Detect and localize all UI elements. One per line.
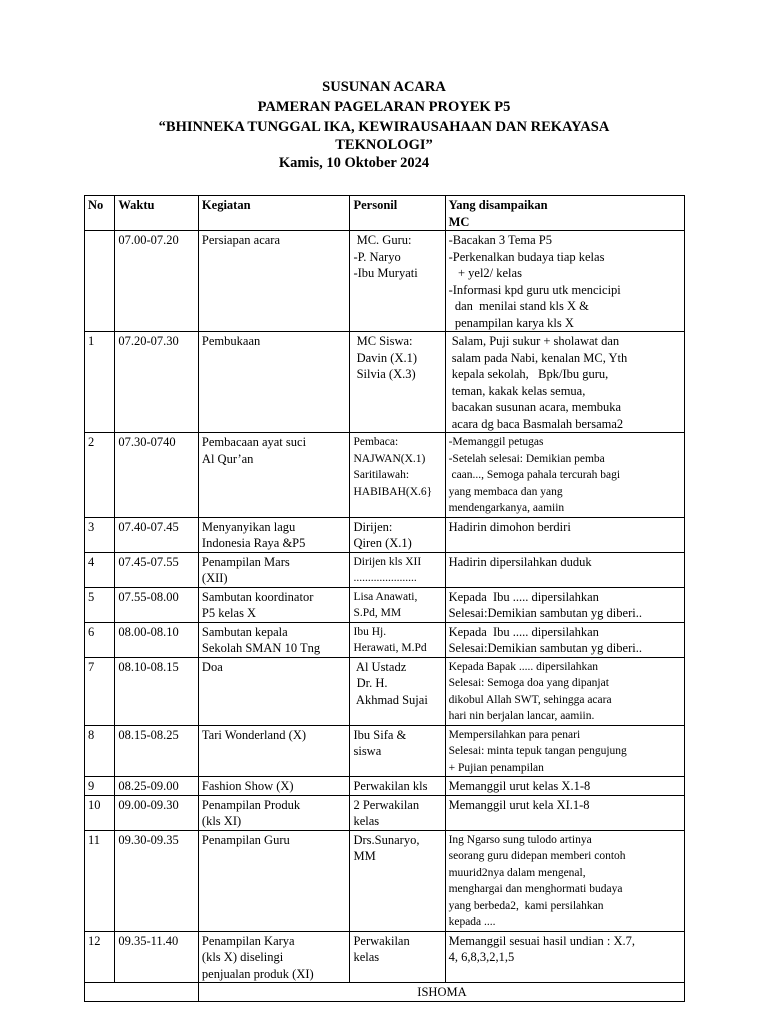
row-isi-line: kepada .... [448, 916, 496, 928]
row-no: 8 [85, 725, 115, 777]
col-no: No [85, 196, 115, 231]
row-kegiatan-line: Pembukaan [201, 334, 261, 348]
row-waktu: 09.00-09.30 [115, 795, 199, 830]
row-waktu: 08.00-08.10 [115, 622, 199, 657]
row-waktu: 09.30-09.35 [115, 830, 199, 931]
row-kegiatan [198, 795, 350, 830]
row-isi-line: -Setelah selesai: Demikian pemba [448, 452, 605, 465]
row-personil-line: MM [353, 849, 376, 863]
row-personil-line: Pembaca: [353, 436, 399, 448]
row-personil-line: kelas [353, 814, 380, 828]
table-row [85, 830, 685, 931]
row-kegiatan-line: Penampilan Produk [201, 797, 301, 812]
col-yang-disampaikan [445, 196, 684, 231]
row-no: 4 [85, 552, 115, 587]
table-row [85, 517, 685, 552]
row-isi-line: muurid2nya dalam mengenal, [448, 866, 586, 879]
row-kegiatan-line: Penampilan Guru [201, 832, 290, 847]
row-isi-line: bacakan susunan acara, membuka [448, 400, 622, 414]
row-isi-line: Selesai: Semoga doa yang dipanjat [448, 677, 609, 689]
row-kegiatan [198, 552, 350, 587]
row-no: 7 [85, 657, 115, 725]
row-waktu: 07.20-07.30 [115, 332, 199, 433]
row-personil [350, 725, 445, 777]
row-personil-line: 2 Perwakilan [353, 797, 420, 812]
row-personil-line: Davin (X.1) [353, 350, 418, 365]
schedule-table [84, 195, 685, 1002]
row-waktu: 07.40-07.45 [115, 517, 199, 552]
row-waktu: 07.45-07.55 [115, 552, 199, 587]
col-personil: Personil [350, 196, 445, 231]
row-kegiatan [198, 231, 350, 332]
row-isi-line: -Memanggil petugas [448, 436, 544, 448]
row-isi-line: -Perkenalkan budaya tiap kelas [448, 249, 605, 264]
row-kegiatan [198, 587, 350, 622]
row-isi [445, 795, 684, 830]
row-kegiatan [198, 931, 350, 983]
row-isi [445, 622, 684, 657]
row-isi-line: teman, kakak kelas semua, [448, 383, 586, 398]
row-personil-line: Qiren (X.1) [353, 536, 412, 550]
table-row [85, 795, 685, 830]
row-isi-line: Kepada Ibu ..... dipersilahkan [448, 624, 599, 639]
col-waktu: Waktu [115, 196, 199, 231]
row-kegiatan-line: Pembacaan ayat suci [201, 435, 307, 449]
row-personil-line: Silvia (X.3) [353, 367, 416, 381]
table-row [85, 587, 685, 622]
row-personil-line: MC. Guru: [353, 233, 412, 247]
row-personil-line: S.Pd, MM [353, 607, 402, 619]
row-no: 1 [85, 332, 115, 433]
table-row [85, 332, 685, 433]
theme-line-1: “BHINNEKA TUNGGAL IKA, KEWIRAUSAHAAN DAN REKAYASA [158, 119, 610, 135]
row-isi [445, 517, 684, 552]
row-no: 10 [85, 795, 115, 830]
ishoma-label: ISHOMA [198, 983, 684, 1002]
row-personil [350, 777, 445, 796]
row-personil-line: Lisa Anawati, [353, 590, 418, 603]
row-isi-line: Salam, Puji sukur + sholawat dan [448, 334, 620, 348]
ishoma-row [85, 983, 685, 1002]
row-personil-line: MC Siswa: [353, 334, 413, 348]
table-row [85, 433, 685, 518]
table-row [85, 777, 685, 796]
row-personil-line: Ibu Hj. [353, 625, 387, 638]
table-row [85, 725, 685, 777]
row-kegiatan-line: Tari Wonderland (X) [201, 727, 307, 742]
event-date: Kamis, 10 Oktober 2024 [278, 155, 430, 171]
row-isi [445, 931, 684, 983]
row-personil [350, 517, 445, 552]
row-isi [445, 725, 684, 777]
row-isi-line: penampilan karya kls X [448, 315, 574, 330]
row-personil-line: Ibu Sifa & [353, 727, 407, 742]
row-personil [350, 231, 445, 332]
row-personil-line: HABIBAH(X.6} [353, 485, 433, 498]
row-isi [445, 231, 684, 332]
row-kegiatan-line: Al Qur’an [201, 451, 254, 466]
row-personil-line: -P. Naryo [353, 249, 401, 264]
row-kegiatan [198, 433, 350, 518]
row-no: 3 [85, 517, 115, 552]
row-kegiatan [198, 517, 350, 552]
row-waktu: 08.25-09.00 [115, 777, 199, 796]
theme-line-2: TEKNOLOGI” [335, 137, 433, 153]
row-kegiatan-line: Sambutan kepala [201, 624, 288, 639]
row-kegiatan-line: Persiapan acara [201, 233, 280, 247]
row-kegiatan-line: Fashion Show (X) [201, 779, 294, 793]
row-kegiatan [198, 657, 350, 725]
row-kegiatan [198, 777, 350, 796]
col-kegiatan: Kegiatan [198, 196, 350, 231]
row-personil-line: Dr. H. [353, 676, 388, 690]
row-isi-line: dan menilai stand kls X & [448, 299, 589, 313]
row-kegiatan-line: (XII) [201, 571, 228, 585]
table-row [85, 657, 685, 725]
row-personil-line: Al Ustadz [353, 659, 407, 674]
row-waktu: 07.55-08.00 [115, 587, 199, 622]
row-no: 6 [85, 622, 115, 657]
row-kegiatan-line: (kls X) diselingi [201, 950, 284, 964]
col-yang-label: Yang disampaikan [448, 198, 548, 212]
row-personil [350, 433, 445, 518]
row-no: 12 [85, 931, 115, 983]
row-isi [445, 657, 684, 725]
row-isi-line: + Pujian penampilan [448, 761, 544, 774]
row-no: 2 [85, 433, 115, 518]
row-isi-line: Memanggil urut kela XI.1-8 [448, 797, 590, 812]
row-no [85, 231, 115, 332]
row-personil-line: Saritilawah: [353, 469, 410, 481]
row-kegiatan-line: Sekolah SMAN 10 Tng [201, 641, 321, 655]
row-isi-line: yang berbeda2, kami persilahkan [448, 899, 604, 912]
row-kegiatan [198, 332, 350, 433]
row-kegiatan-line: penjualan produk (XI) [201, 966, 314, 981]
row-waktu: 07.30-0740 [115, 433, 199, 518]
row-no: 5 [85, 587, 115, 622]
row-isi-line: Selesai:Demikian sambutan yg diberi.. [448, 641, 642, 655]
row-kegiatan-line: Doa [201, 659, 223, 674]
row-personil [350, 332, 445, 433]
row-isi [445, 777, 684, 796]
row-isi [445, 433, 684, 518]
row-personil [350, 587, 445, 622]
row-personil-line: Herawati, M.Pd [353, 642, 427, 654]
row-personil-line: -Ibu Muryati [353, 266, 418, 280]
row-isi-line: dikobul Allah SWT, sehingga acara [448, 693, 612, 706]
row-personil [350, 657, 445, 725]
table-header-row [85, 196, 685, 231]
row-isi-line: 4, 6,8,3,2,1,5 [448, 950, 515, 964]
row-waktu: 08.10-08.15 [115, 657, 199, 725]
row-isi-line: Memanggil urut kelas X.1-8 [448, 779, 591, 793]
row-kegiatan-line: P5 kelas X [201, 606, 257, 620]
row-personil [350, 830, 445, 931]
row-kegiatan-line: Menyanyikan lagu [201, 519, 296, 534]
row-personil [350, 795, 445, 830]
row-isi [445, 332, 684, 433]
table-row [85, 931, 685, 983]
row-personil [350, 931, 445, 983]
row-personil-line: Dirijen kls XII [353, 555, 422, 568]
row-kegiatan [198, 622, 350, 657]
row-kegiatan-line: Sambutan koordinator [201, 589, 314, 604]
row-isi [445, 830, 684, 931]
row-personil-line: Dirijen: [353, 519, 393, 534]
event-title: PAMERAN PAGELARAN PROYEK P5 [257, 99, 511, 115]
row-isi-line: menghargai dan menghormati budaya [448, 883, 623, 895]
row-isi-line: Selesai:Demikian sambutan yg diberi.. [448, 606, 642, 620]
row-personil [350, 622, 445, 657]
row-isi-line: yang membaca dan yang [448, 485, 563, 498]
row-isi-line: mendengarkanya, aamiin [448, 502, 565, 514]
row-personil-line: NAJWAN(X.1) [353, 452, 426, 465]
row-isi-line: hari nin berjalan lancar, aamiin. [448, 710, 595, 722]
row-isi-line: Kepada Bapak ..... dipersilahkan [448, 660, 599, 673]
row-isi-line: + yel2/ kelas [448, 266, 522, 280]
row-kegiatan-line: Penampilan Mars [201, 554, 290, 569]
row-kegiatan [198, 830, 350, 931]
row-isi [445, 552, 684, 587]
row-personil-line: ...................... [353, 572, 417, 584]
doc-title: SUSUNAN ACARA [322, 79, 446, 95]
row-isi-line: Kepada Ibu ..... dipersilahkan [448, 589, 599, 604]
row-no: 11 [85, 830, 115, 931]
row-personil-line: Perwakilan [353, 933, 410, 948]
row-personil-line: siswa [353, 744, 382, 758]
row-isi-line: Selesai: minta tepuk tangan pengujung [448, 745, 627, 757]
row-personil-line: kelas [353, 950, 380, 964]
row-isi-line: Hadirin dipersilahkan duduk [448, 554, 592, 569]
col-mc-label: MC [448, 214, 470, 229]
row-waktu: 08.15-08.25 [115, 725, 199, 777]
table-row [85, 552, 685, 587]
row-isi-line: Mempersilahkan para penari [448, 728, 581, 741]
row-isi-line: Ing Ngarso sung tulodo artinya [448, 833, 592, 846]
ishoma-empty-cell [85, 983, 199, 1002]
row-isi-line: Memanggil sesuai hasil undian : X.7, [448, 933, 636, 948]
row-isi-line: kepala sekolah, Bpk/Ibu guru, [448, 367, 609, 381]
row-isi-line: Hadirin dimohon berdiri [448, 519, 571, 534]
row-isi-line: acara dg baca Basmalah bersama2 [448, 416, 624, 431]
row-isi-line: salam pada Nabi, kenalan MC, Yth [448, 350, 628, 365]
row-kegiatan-line: (kls XI) [201, 814, 242, 828]
table-row [85, 231, 685, 332]
row-waktu: 07.00-07.20 [115, 231, 199, 332]
row-kegiatan [198, 725, 350, 777]
table-row [85, 622, 685, 657]
row-isi-line: -Informasi kpd guru utk mencicipi [448, 282, 621, 297]
row-isi-line: -Bacakan 3 Tema P5 [448, 233, 552, 247]
row-kegiatan-line: Indonesia Raya &P5 [201, 536, 306, 550]
row-personil-line: Akhmad Sujai [353, 692, 428, 707]
row-personil [350, 552, 445, 587]
row-waktu: 09.35-11.40 [115, 931, 199, 983]
row-no: 9 [85, 777, 115, 796]
row-isi-line: caan..., Semoga pahala tercurah bagi [448, 469, 621, 481]
row-kegiatan-line: Penampilan Karya [201, 933, 295, 948]
row-isi-line: seorang guru didepan memberi contoh [448, 850, 626, 862]
row-isi [445, 587, 684, 622]
row-personil-line: Perwakilan kls [353, 779, 428, 793]
row-personil-line: Drs.Sunaryo, [353, 832, 420, 847]
